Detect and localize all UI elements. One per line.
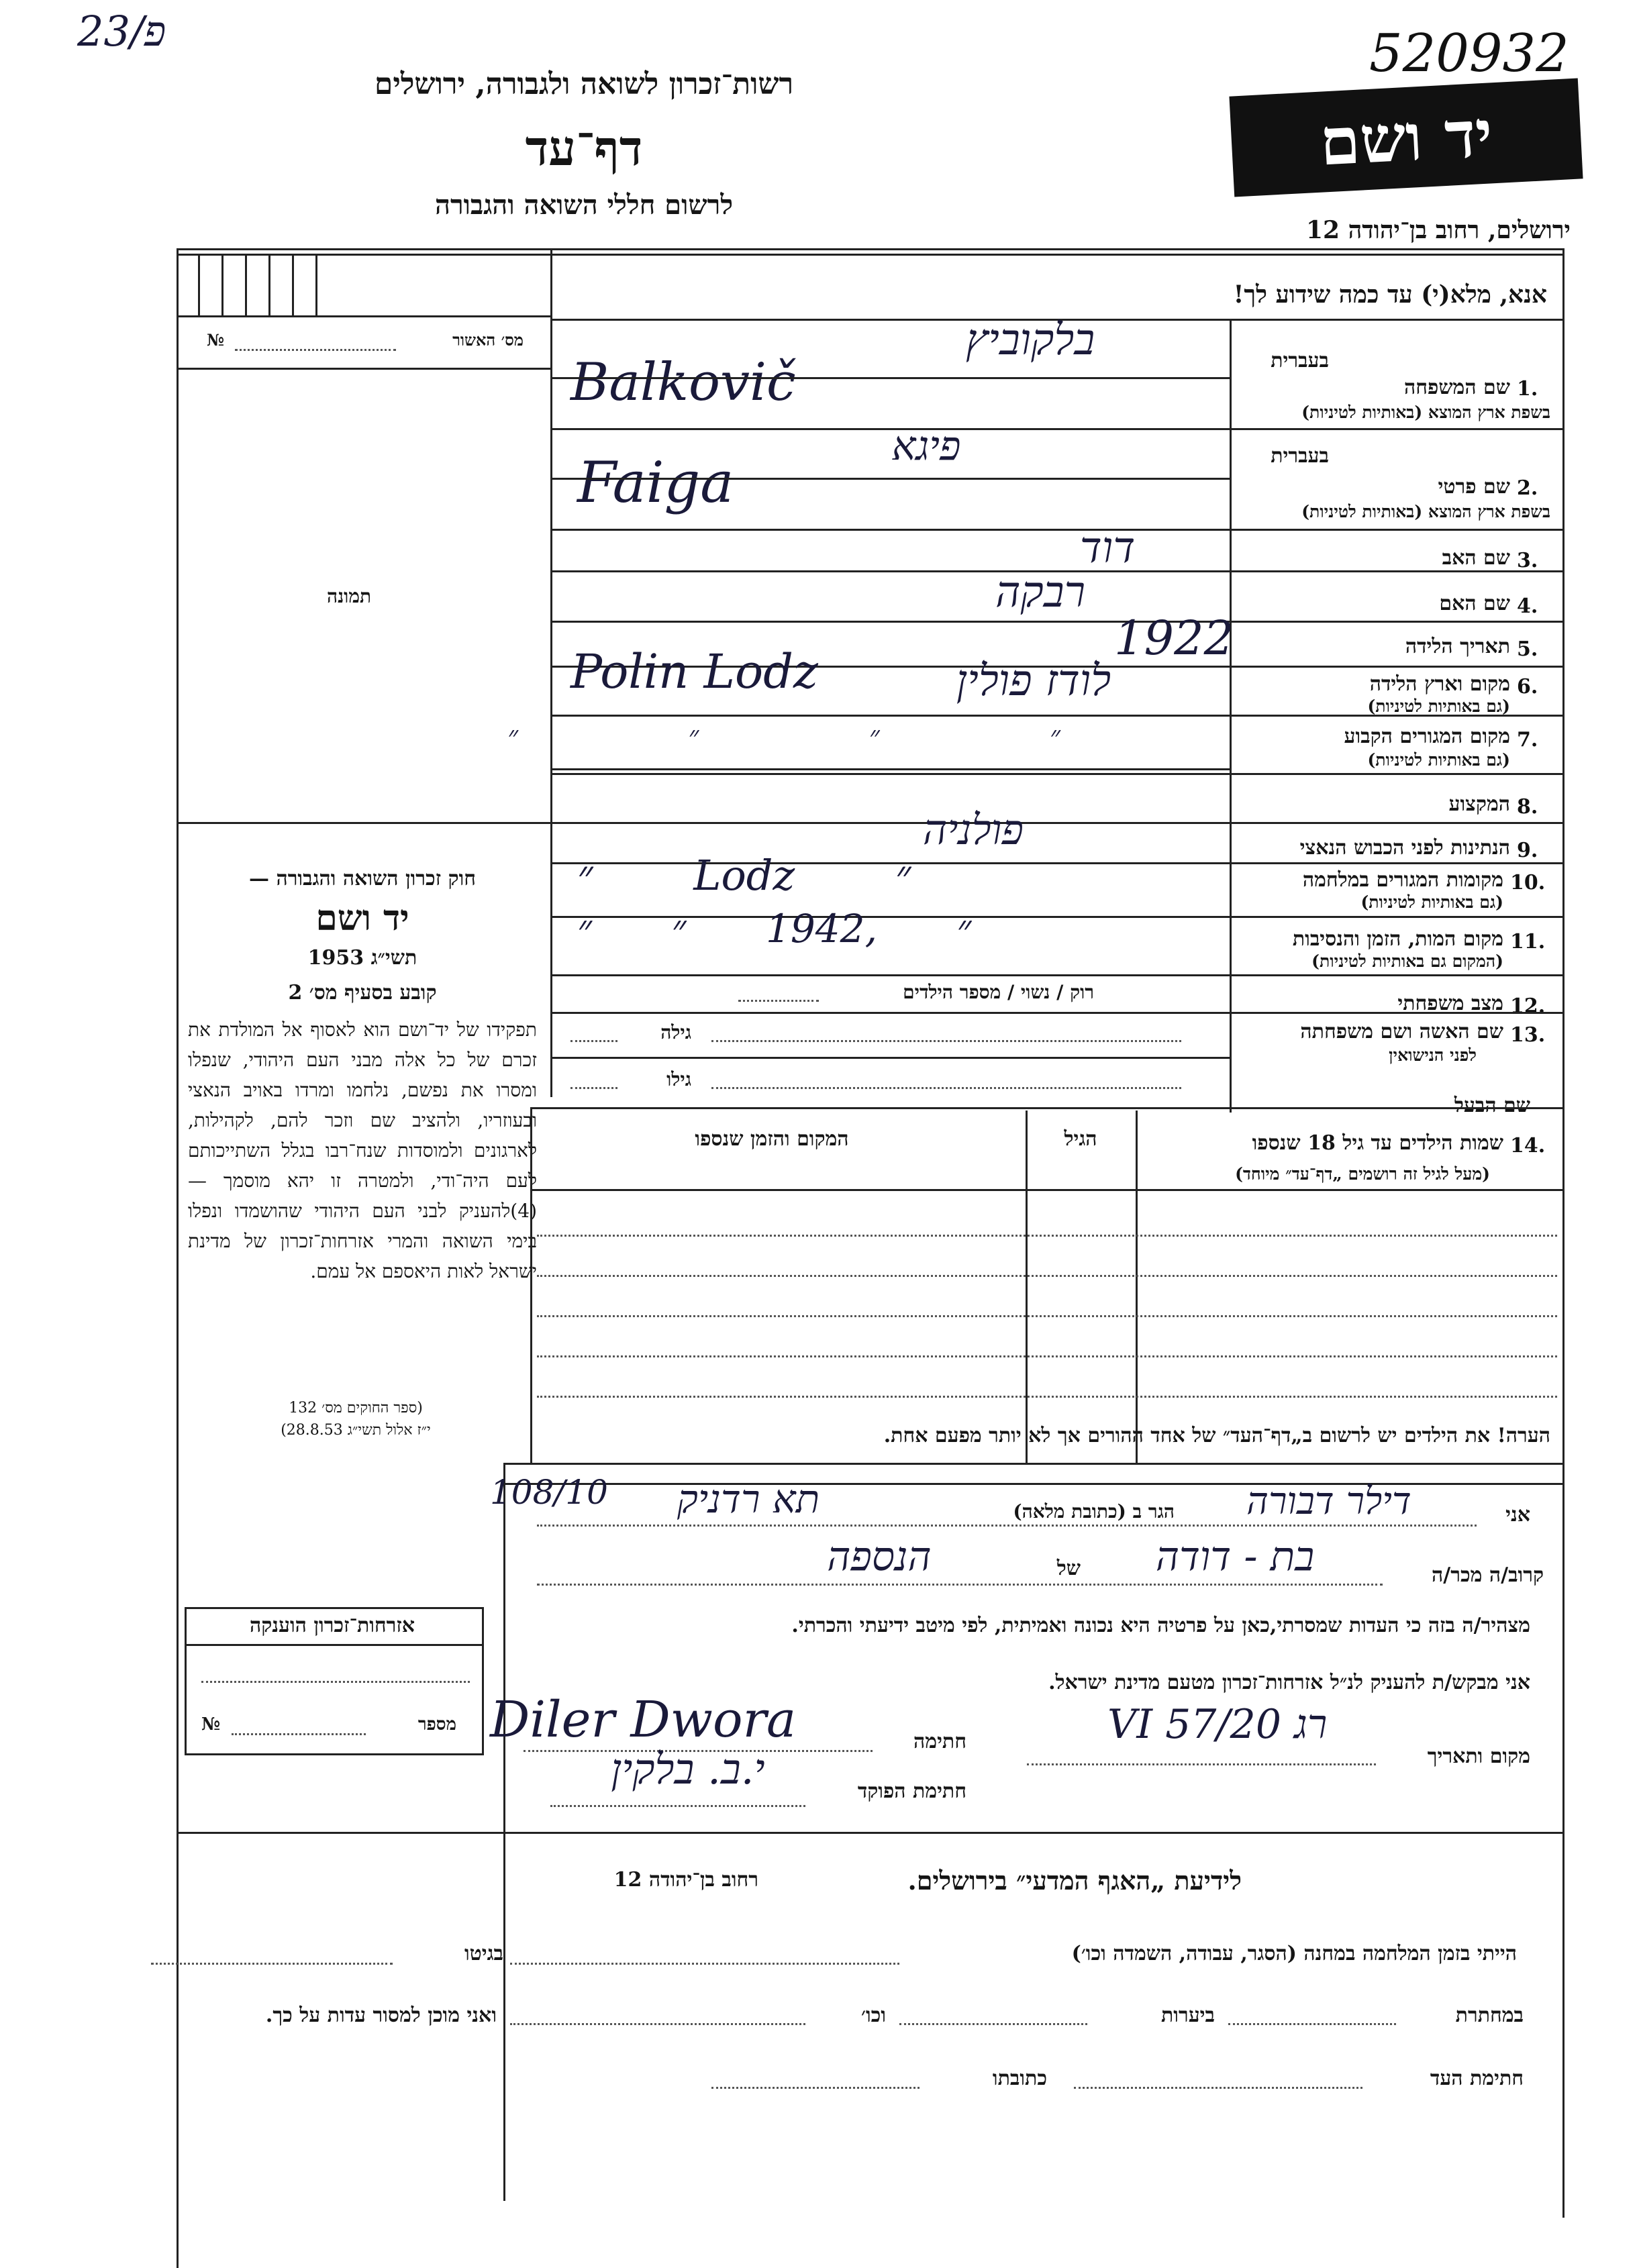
field-5-number: 5. bbox=[1517, 637, 1538, 661]
children-col-place: המקום והזמן שנספו bbox=[695, 1127, 849, 1151]
field-10-number: 10. bbox=[1510, 871, 1546, 894]
place-date-label: מקום ותאריך bbox=[1427, 1745, 1530, 1768]
relation-value: בת - דודה bbox=[1155, 1533, 1315, 1580]
bottom-address: כתובתו bbox=[992, 2067, 1047, 2090]
field-12-extra: רוק / נשוי / מספר הילדים bbox=[903, 981, 1094, 1003]
field-1-sub: בשפת ארץ המוצא (באותיות לטיניות) bbox=[1301, 403, 1550, 422]
declaration-text: מצהיר/ה בזה כי העדות שמסרתי,כאן על פרטיה היא נכונה ואמיתית, לפי מיטב ידיעתי והכרתי. bbox=[791, 1614, 1530, 1637]
field-7-number: 7. bbox=[1517, 728, 1538, 752]
deceased-label-value: הנספה bbox=[827, 1533, 932, 1580]
field-1-latin-value: Balkovič bbox=[570, 352, 796, 413]
field-7-label: מקום המגורים הקבוע bbox=[1344, 725, 1510, 748]
field-2-sub: בשפת ארץ המוצא (באותיות לטיניות) bbox=[1301, 502, 1550, 521]
field-3-number: 3. bbox=[1517, 549, 1538, 572]
field-7-value: ״ ״ ״ ״ bbox=[507, 719, 1141, 752]
field-9-label: הנתינות לפני הכבוש הנאצי bbox=[1299, 836, 1510, 860]
law-ref-2: י״ז אלול תשי״ג 28.8.53) bbox=[281, 1422, 431, 1439]
bottom-forests: ביערות bbox=[1160, 2004, 1215, 2027]
resides-label: הגר ב (כתובת מלאה) bbox=[1013, 1500, 1175, 1523]
field-8-number: 8. bbox=[1517, 795, 1538, 819]
field-4-number: 4. bbox=[1517, 595, 1538, 618]
bottom-witness-signature: חתימת העד bbox=[1430, 2067, 1524, 2090]
approval-number-sign: № bbox=[207, 330, 225, 350]
field-1-hebrew-value: בלקוביץ bbox=[965, 315, 1095, 365]
signature-label: חתימה bbox=[913, 1730, 966, 1753]
law-year: תשי״ג 1953 bbox=[307, 946, 417, 970]
officer-signature-value: י.ב. בלקין bbox=[611, 1745, 765, 1794]
husband-name-label: שם הבעל bbox=[1454, 1094, 1530, 1117]
of-label: של bbox=[1056, 1557, 1081, 1580]
form-title: דף־עד bbox=[525, 119, 643, 176]
field-12-label: מצב משפחתי bbox=[1397, 992, 1503, 1015]
field-12-number: 12. bbox=[1510, 994, 1546, 1018]
field-13-husband-age: גילו bbox=[666, 1068, 691, 1090]
law-clause: קובע בסעיף מס׳ 2 bbox=[288, 981, 437, 1004]
law-ref-1: (ספר החוקים מס׳ 132 bbox=[289, 1400, 423, 1416]
field-1-number: 1. bbox=[1517, 377, 1538, 401]
field-13-sub: לפני הנישואין bbox=[1389, 1045, 1477, 1065]
children-note-warning: הערה! את הילדים יש לרשום ב„דף־העד״ של אחד ההורים אך לא יותר מפעם אחת. bbox=[883, 1424, 1550, 1447]
field-3-value: דוד bbox=[1079, 523, 1136, 573]
header-address: ירושלים, רחוב בן־יהודה 12 bbox=[1305, 216, 1571, 244]
law-name: יד ושם bbox=[315, 898, 409, 939]
field-9-value: פולניה bbox=[922, 805, 1024, 854]
bottom-street: רחוב בן־יהודה 12 bbox=[613, 1868, 758, 1892]
authority-name: רשות־זכרון לשואה ולגבורה, ירושלים bbox=[374, 67, 794, 101]
officer-signature-label: חתימת הפוקד bbox=[857, 1780, 966, 1803]
children-col-age: הגיל bbox=[1064, 1127, 1097, 1151]
citizenship-box-number-label: מספר bbox=[417, 1714, 456, 1735]
field-10-label: מקומות המגורים במלחמה bbox=[1302, 868, 1503, 892]
field-8-label: המקצוע bbox=[1448, 792, 1510, 816]
field-4-value: רבקה bbox=[995, 568, 1086, 617]
field-3-label: שם האב bbox=[1442, 546, 1510, 570]
citizenship-box-title: אזרחות־זכרון הוענקה bbox=[249, 1614, 415, 1637]
document-number: 520932 bbox=[1369, 23, 1569, 84]
field-11-sub: (המקום גם באותיות לטיניות) bbox=[1311, 951, 1503, 971]
field-7-sub: (גם באותיות לטיניות) bbox=[1367, 750, 1510, 770]
field-10-value: ״ Lodz ״ bbox=[577, 851, 911, 900]
declarant-name: דילר דבורה bbox=[1246, 1480, 1411, 1523]
field-10-sub: (גם באותיות לטיניות) bbox=[1360, 892, 1503, 912]
declarant-address-number: 108/10 bbox=[490, 1473, 608, 1512]
intro-text: אנא, מלא(י) עד כמה שידוע לך! bbox=[1233, 280, 1547, 309]
bottom-ready-to-testify: ואני מוכן למסור עדות על כך. bbox=[265, 2004, 497, 2027]
bottom-etc: וכו׳ bbox=[861, 2004, 886, 2027]
field-5-value: 1922 bbox=[1114, 611, 1234, 666]
field-6-latin-value: Polin Lodz bbox=[570, 644, 818, 699]
field-4-label: שם האם bbox=[1439, 592, 1510, 615]
field-6-hebrew-value: לודז פולין bbox=[956, 656, 1111, 706]
approval-number-label: מס׳ האשור bbox=[452, 330, 524, 350]
field-2-side: בעברית bbox=[1271, 444, 1329, 468]
field-13-number: 13. bbox=[1510, 1023, 1546, 1047]
field-2-number: 2. bbox=[1517, 476, 1538, 500]
field-11-value: ״ ,1942 ״ ״ bbox=[577, 906, 972, 951]
law-heading: חוק זכרון השואה והגבורה — bbox=[249, 867, 476, 890]
field-2-label: שם פרטי bbox=[1438, 475, 1510, 499]
form-subtitle: לרשום חללי השואה והגבורה bbox=[434, 189, 734, 221]
field-13-wife-age: גילה bbox=[660, 1021, 691, 1043]
law-body: תפקידו של יד־ושם הוא לאסוף אל המולדת את זכרם של כל אלה מבני העם היהודי, שנפלו ומסרו את נפשם, נלחמו ומרדו באויב הנאצי ובעוזריו, ולהציב שם וזכר להם, לקהילות, לארגונים ולמוסדות שנח־רבו בגלל השתייכותם לעם היה־ודי, ולמטרה זו יהא מוסמך — (4)להעניק לבני העם היהודי שהושמדו ונפלו בימי השואה והמרי אזרחות־זכרון של מדינת ישראל לאות היאספם אל עמם. bbox=[188, 1019, 537, 1282]
bottom-underground: במחתרת bbox=[1455, 2004, 1524, 2027]
field-11-label: מקום המות, הזמן והנסיבות bbox=[1292, 927, 1503, 951]
field-2-latin-value: Faiga bbox=[577, 450, 734, 515]
field-6-number: 6. bbox=[1517, 675, 1538, 699]
field-6-sub: (גם באותיות לטיניות) bbox=[1367, 697, 1510, 716]
bottom-line-camp: הייתי בזמן המלחמה במחנה (הסגר, עבודה, השמדה וכו׳) bbox=[1071, 1942, 1517, 1965]
field-11-number: 11. bbox=[1510, 930, 1546, 953]
archive-number: 23/פ bbox=[77, 7, 166, 56]
relative-label: קרוב/ה מכר/ה bbox=[1432, 1563, 1544, 1587]
children-title: שמות הילדים עד גיל 18 שנספו bbox=[1252, 1131, 1503, 1155]
field-1-side: בעברית bbox=[1271, 349, 1329, 372]
bottom-ghetto: בגיטו bbox=[464, 1942, 503, 1965]
yad-vashem-logo: יד ושם bbox=[1229, 78, 1583, 197]
field-9-number: 9. bbox=[1517, 839, 1538, 862]
field-6-label: מקום וארץ הלידה bbox=[1369, 672, 1510, 696]
declaration-ani: אני bbox=[1505, 1503, 1530, 1527]
field-13-label: שם האשה ושם משפחתה bbox=[1300, 1020, 1503, 1043]
place-date-value: רג 20/VI 57 bbox=[1107, 1701, 1328, 1748]
field-2-hebrew-value: פיגא bbox=[891, 423, 961, 470]
children-number: 14. bbox=[1510, 1134, 1546, 1157]
bottom-heading: לידיעת „האגף המדעי״ בירושלים. bbox=[907, 1865, 1242, 1896]
field-1-label: שם המשפחה bbox=[1403, 376, 1510, 399]
request-text: אני מבקש/ת להעניק לנ״ל אזרחות־זכרון מטעם מדינת ישראל. bbox=[1048, 1671, 1530, 1694]
signature-value: Diler Dwora bbox=[490, 1691, 797, 1749]
children-note: (מעל לגיל זה רושמים „דף־עד״ מיוחד) bbox=[1235, 1164, 1490, 1184]
declarant-address: תא רדניק bbox=[677, 1476, 820, 1522]
citizenship-box-number-sign: № bbox=[201, 1714, 221, 1735]
photo-label: תמונה bbox=[326, 585, 372, 607]
field-5-label: תאריך הלידה bbox=[1405, 635, 1510, 658]
